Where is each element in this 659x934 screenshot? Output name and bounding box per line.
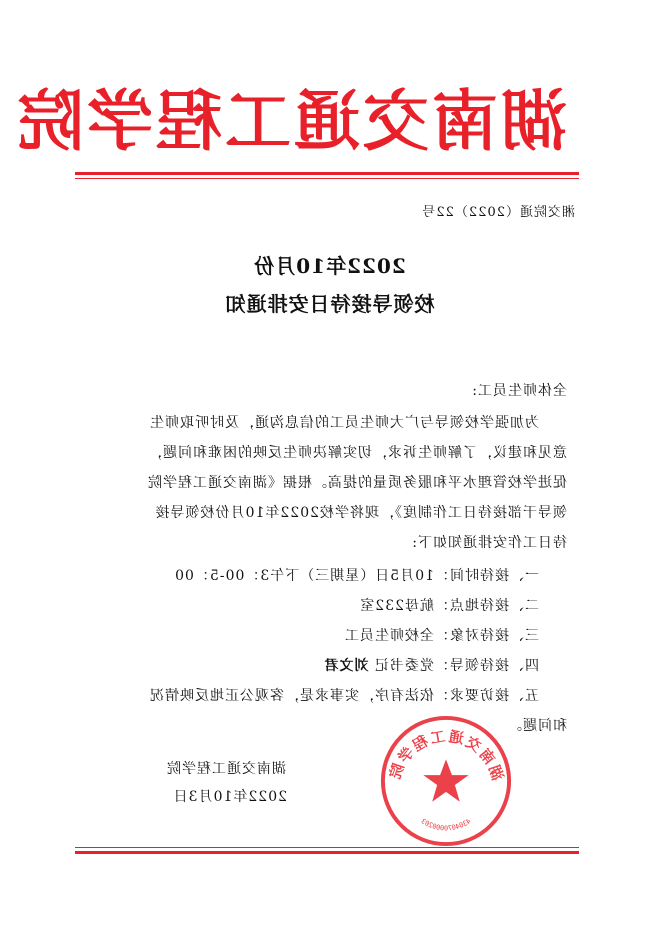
item-requirement-continued: 和问题。 (507, 718, 567, 734)
item-location: 二、接待地点：航母232室 (359, 598, 539, 614)
item-audience: 三、接待对象：全校师生员工 (344, 628, 539, 644)
signature-org: 湖南交通工程学院 (166, 761, 286, 777)
notice-title-line-1: 2022年10月份 (253, 254, 406, 278)
document-number: 湘交院通（2022）22号 (421, 205, 575, 220)
intro-line: 意见和建议，了解师生诉求，切实解决师生反映的困难和问题， (147, 445, 567, 461)
seal-serial: 4304070000203 (419, 817, 473, 833)
footer-rule-thin (75, 847, 579, 848)
seal-star-icon (423, 759, 468, 801)
notice-title-line-2: 校领导接待日安排通知 (224, 292, 435, 316)
header-rule-thick (75, 172, 579, 175)
intro-line: 为加强学校领导与广大师生员工的信息沟通，及时听取师生 (149, 415, 539, 431)
intro-line: 领导干部接待日工作制度》，现将学校2022年10月份校领导接 (154, 505, 567, 521)
intro-line: 待日工作安排通知如下: (411, 535, 567, 551)
item-time: 一、接待时间：10月5日（星期三）下午3：00-5：00 (174, 568, 539, 584)
intro-line: 促进学校管理水平和服务质量的提高。根据《湖南交通工程学院 (147, 475, 567, 491)
salutation: 全体师生员工: (471, 383, 567, 399)
header-rule-thin (75, 178, 579, 179)
official-seal (377, 712, 515, 850)
footer-rule-thick (75, 851, 579, 854)
leader-signature: 刘文君 (323, 658, 369, 674)
item-leader (324, 659, 539, 673)
svg-text:4304070000203 (420, 817, 473, 832)
org-title: 湖南交通工程学院 (15, 82, 567, 160)
signature-date: 2022年10月3日 (172, 789, 287, 805)
item-leader-label: 四、接待领导：党委书记 (368, 658, 539, 674)
item-requirement: 五、接访要求：依法有序，实事求是，客观公正地反映情况 (149, 688, 539, 704)
seal-label: 湖南交通工程学院 (386, 728, 506, 783)
